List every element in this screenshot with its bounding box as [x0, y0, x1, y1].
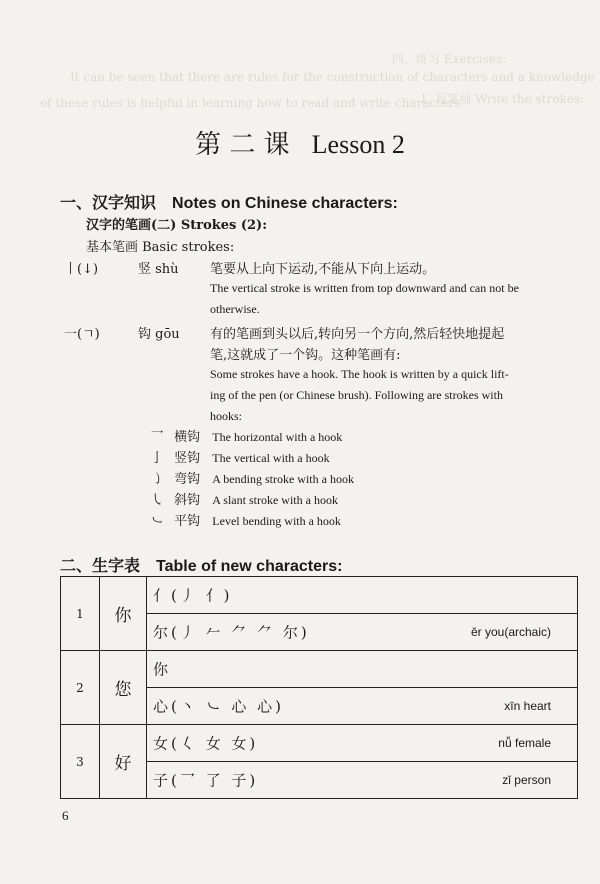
bleed-text: of these rules is helpful in learning how to read and write characters.	[40, 96, 464, 110]
hook-desc: The horizontal with a hook	[212, 430, 343, 444]
hook-glyph: ㇃	[150, 514, 164, 529]
hook-item	[146, 510, 341, 529]
stroke-order: 亻(丿 亻)	[153, 586, 233, 605]
section2-heading	[60, 553, 342, 576]
shu-stroke-symbol: 丨(↓)	[64, 262, 99, 277]
table-row	[61, 651, 578, 688]
lesson-title	[0, 124, 600, 161]
lesson-title-cn: 第 二 课	[195, 130, 290, 160]
row-character: 好	[100, 725, 147, 799]
bleed-text: 四、练习 Exercises:	[392, 52, 507, 66]
gou-desc-cn: 有的笔画到头以后,转向另一个方向,然后轻快地提起	[210, 327, 505, 342]
hook-glyph: 乛	[150, 430, 164, 445]
hook-desc: Level bending with a hook	[212, 514, 341, 528]
hook-item	[146, 468, 354, 487]
section1-heading	[60, 190, 398, 213]
stroke-order: 女(𡿨 女 女)	[153, 734, 259, 753]
pinyin-gloss: xīn heart	[504, 699, 551, 713]
hook-glyph: ㇂	[150, 493, 164, 508]
pinyin-gloss: zǐ person	[502, 773, 551, 787]
section2-heading-en: Table of new characters:	[156, 558, 343, 575]
component-cell	[147, 725, 578, 762]
basic-strokes-label: 基本笔画 Basic strokes:	[86, 240, 235, 255]
table-row	[61, 725, 578, 762]
section2-heading-cn: 二、生字表	[60, 556, 141, 575]
gou-desc-en: Some strokes have a hook. The hook is written by a quick lift-	[210, 367, 509, 381]
hook-item	[146, 426, 342, 445]
hook-name: 横钩	[174, 430, 201, 445]
hook-name: 弯钩	[174, 472, 201, 487]
hook-name: 竖钩	[174, 451, 201, 466]
strokes-subheading: 汉字的笔画(二) Strokes (2):	[86, 218, 268, 233]
section1-heading-cn: 一、汉字知识	[60, 193, 157, 212]
component-cell	[147, 577, 578, 614]
hook-name: 斜钩	[174, 493, 201, 508]
shu-desc-en: The vertical stroke is written from top downward and can not be	[210, 281, 519, 295]
gou-stroke-name: 钩 gōu	[138, 327, 180, 342]
new-characters-table	[60, 576, 578, 799]
component-cell	[147, 762, 578, 799]
pinyin-gloss: ěr you(archaic)	[470, 625, 551, 639]
hook-glyph: ㇁	[150, 472, 164, 487]
hook-item	[146, 489, 338, 508]
hook-desc: A slant stroke with a hook	[212, 493, 338, 507]
hook-desc: The vertical with a hook	[212, 451, 330, 465]
stroke-order: 心(丶 ㇃ 心 心)	[153, 697, 285, 716]
shu-desc-en: otherwise.	[210, 302, 260, 316]
component-cell	[147, 614, 578, 651]
gou-stroke-symbol: 一(ㄱ)	[64, 327, 100, 342]
stroke-order: 子(乛 了 子)	[153, 771, 259, 790]
component-cell	[147, 651, 578, 688]
stroke-order: 尔(丿 𠂉 ⺈ ⺈ 尔)	[153, 623, 310, 642]
shu-desc-cn: 笔要从上向下运动,不能从下向上运动。	[210, 262, 436, 277]
stroke-order: 你	[153, 660, 172, 679]
hook-glyph: 亅	[150, 451, 164, 466]
gou-desc-en: hooks:	[210, 409, 243, 423]
section1-heading-en: Notes on Chinese characters:	[172, 195, 398, 212]
hook-name: 平钩	[174, 514, 201, 529]
hook-desc: A bending stroke with a hook	[212, 472, 354, 486]
row-character: 你	[100, 577, 147, 651]
lesson-title-en: Lesson 2	[311, 130, 405, 159]
gou-desc-cn: 笔,这就成了一个钩。这种笔画有:	[210, 348, 401, 363]
hook-item	[146, 447, 330, 466]
row-number: 3	[61, 725, 100, 799]
row-character: 您	[100, 651, 147, 725]
shu-stroke-name: 竖 shù	[138, 262, 179, 277]
table-row	[61, 577, 578, 614]
row-number: 2	[61, 651, 100, 725]
component-cell	[147, 688, 578, 725]
bleed-text: It can be seen that there are rules for the construction of characters and a knowledge	[70, 70, 595, 84]
page-number: 6	[62, 808, 69, 823]
gou-desc-en: ing of the pen (or Chinese brush). Following are strokes with	[210, 388, 503, 402]
bleed-text: 1. 写笔画 Write the strokes:	[420, 92, 585, 106]
pinyin-gloss: nǚ female	[498, 736, 551, 750]
row-number: 1	[61, 577, 100, 651]
